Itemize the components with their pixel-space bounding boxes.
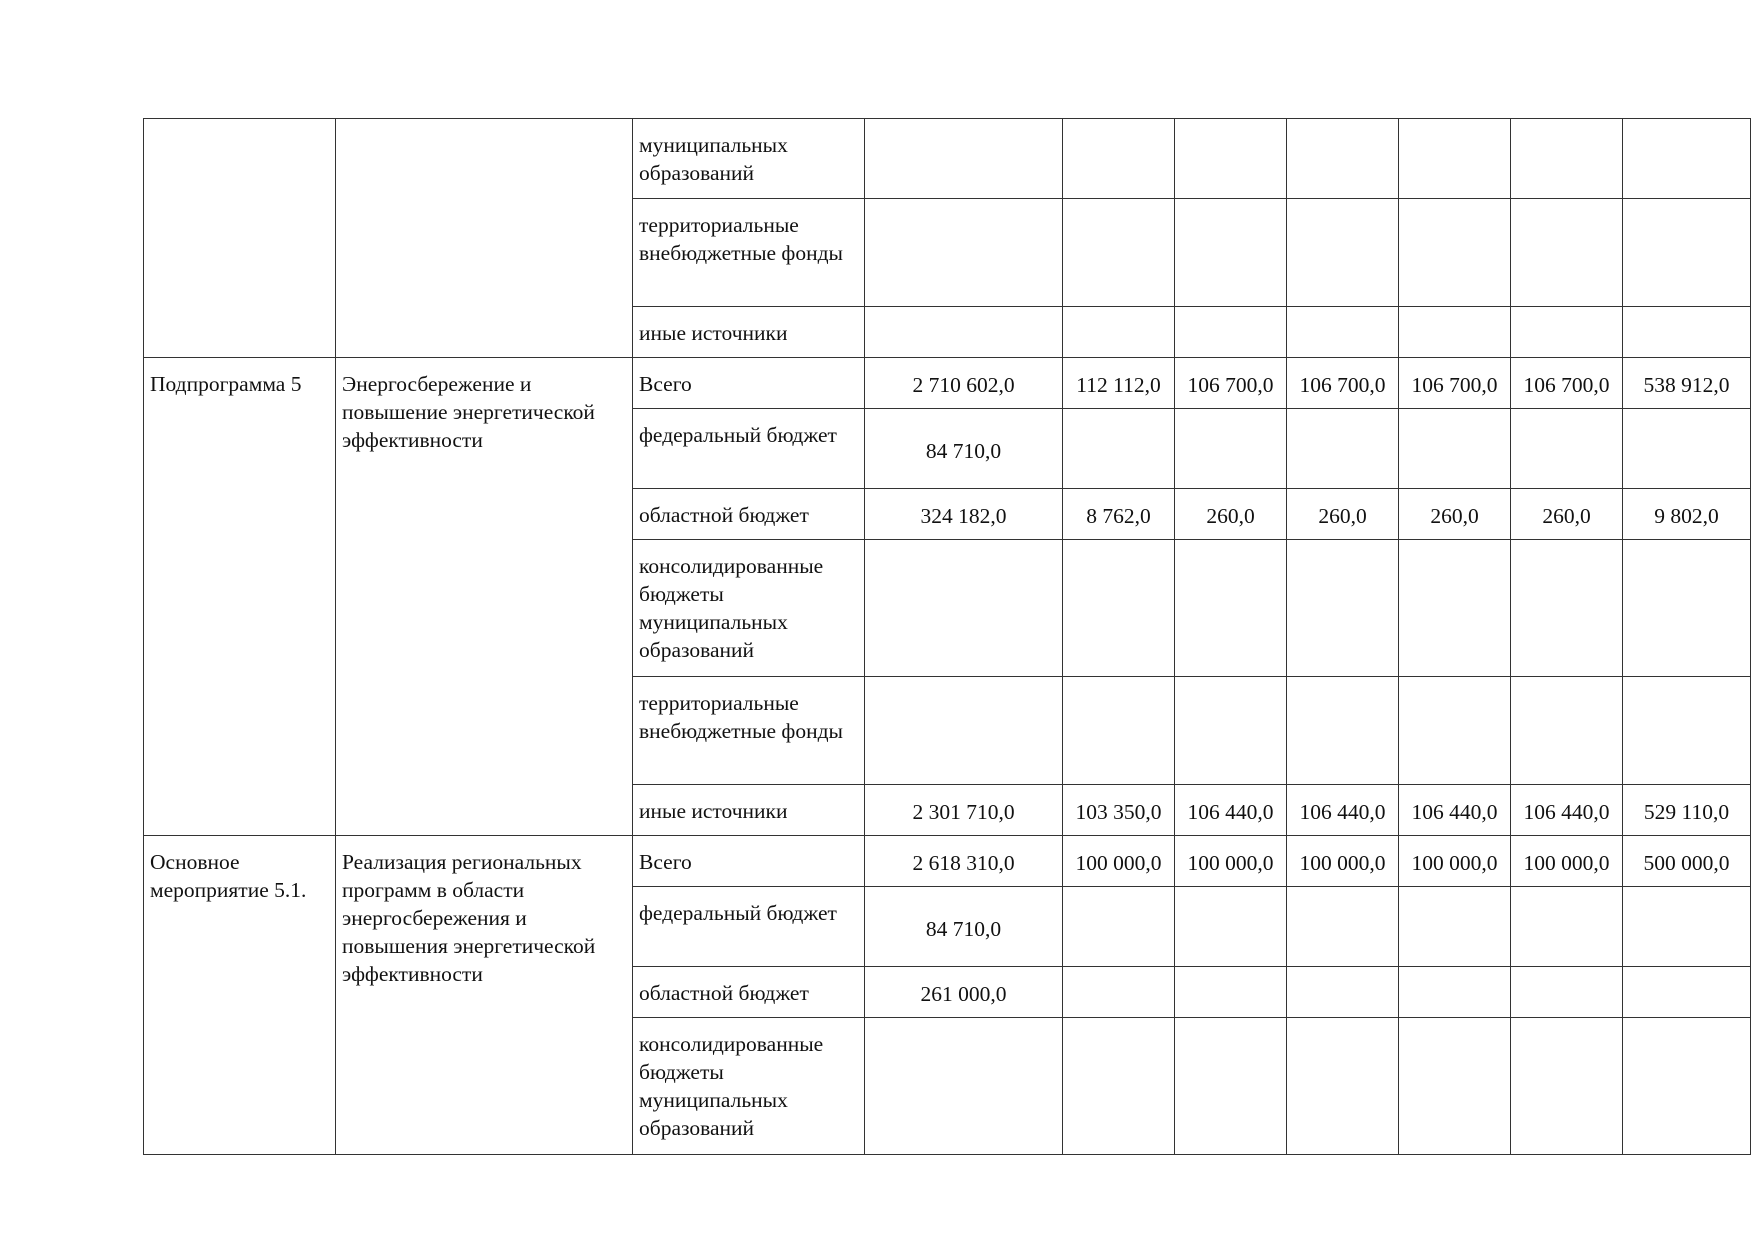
value-cell	[1063, 409, 1175, 489]
value-cell: 261 000,0	[865, 967, 1063, 1018]
value-cell	[1287, 307, 1399, 358]
value-cell	[1175, 119, 1287, 199]
program-title-cell	[336, 119, 633, 358]
program-code-cell: Основное мероприятие 5.1.	[144, 836, 336, 1155]
funding-source-cell: муниципальных образований	[633, 119, 865, 199]
value-cell: 106 440,0	[1175, 785, 1287, 836]
value-cell: 103 350,0	[1063, 785, 1175, 836]
value-cell: 260,0	[1175, 489, 1287, 540]
value-cell: 500 000,0	[1623, 836, 1751, 887]
value-cell	[1175, 540, 1287, 677]
value-cell: 100 000,0	[1399, 836, 1511, 887]
value-cell: 538 912,0	[1623, 358, 1751, 409]
funding-source-cell: Всего	[633, 836, 865, 887]
value-cell	[1511, 677, 1623, 785]
funding-source-cell: областной бюджет	[633, 967, 865, 1018]
value-cell	[1063, 540, 1175, 677]
value-cell	[1063, 307, 1175, 358]
value-cell: 106 700,0	[1399, 358, 1511, 409]
value-cell	[1511, 887, 1623, 967]
value-cell	[1399, 677, 1511, 785]
value-cell	[1063, 199, 1175, 307]
value-cell	[1287, 540, 1399, 677]
value-cell: 100 000,0	[1175, 836, 1287, 887]
value-cell	[1399, 967, 1511, 1018]
value-cell: 106 700,0	[1511, 358, 1623, 409]
value-cell: 84 710,0	[865, 887, 1063, 967]
value-cell	[1399, 409, 1511, 489]
funding-source-cell: Всего	[633, 358, 865, 409]
value-cell: 260,0	[1399, 489, 1511, 540]
value-cell	[1063, 967, 1175, 1018]
value-cell	[1063, 1018, 1175, 1155]
value-cell	[1287, 677, 1399, 785]
value-cell: 106 700,0	[1175, 358, 1287, 409]
value-cell	[1623, 967, 1751, 1018]
value-cell	[1287, 967, 1399, 1018]
value-cell	[1511, 307, 1623, 358]
value-cell	[1511, 1018, 1623, 1155]
value-cell	[1175, 967, 1287, 1018]
table-body	[144, 119, 1751, 1155]
value-cell	[1175, 677, 1287, 785]
value-cell: 2 618 310,0	[865, 836, 1063, 887]
value-cell	[1287, 199, 1399, 307]
value-cell	[865, 119, 1063, 199]
value-cell: 106 440,0	[1399, 785, 1511, 836]
table-row	[144, 358, 1751, 409]
value-cell	[1399, 887, 1511, 967]
value-cell: 106 700,0	[1287, 358, 1399, 409]
value-cell: 2 301 710,0	[865, 785, 1063, 836]
budget-table	[143, 118, 1751, 1155]
value-cell	[1175, 1018, 1287, 1155]
value-cell: 100 000,0	[1511, 836, 1623, 887]
value-cell	[1623, 119, 1751, 199]
funding-source-cell: иные источники	[633, 785, 865, 836]
value-cell	[1511, 540, 1623, 677]
funding-source-cell: областной бюджет	[633, 489, 865, 540]
value-cell	[1063, 887, 1175, 967]
value-cell	[1287, 409, 1399, 489]
value-cell: 106 440,0	[1511, 785, 1623, 836]
value-cell	[1623, 540, 1751, 677]
value-cell: 100 000,0	[1063, 836, 1175, 887]
value-cell	[1063, 677, 1175, 785]
value-cell	[1287, 119, 1399, 199]
table-row	[144, 119, 1751, 199]
value-cell	[1623, 307, 1751, 358]
value-cell	[1175, 887, 1287, 967]
value-cell	[865, 199, 1063, 307]
value-cell	[1399, 199, 1511, 307]
value-cell	[1623, 677, 1751, 785]
value-cell	[1399, 119, 1511, 199]
value-cell: 100 000,0	[1287, 836, 1399, 887]
value-cell	[865, 540, 1063, 677]
program-title-cell: Реализация региональных программ в области энергосбережения и повышения энергетической эффективности	[336, 836, 633, 1155]
value-cell	[1063, 119, 1175, 199]
value-cell	[865, 1018, 1063, 1155]
value-cell: 106 440,0	[1287, 785, 1399, 836]
program-title-cell: Энергосбережение и повышение энергетической эффективности	[336, 358, 633, 836]
value-cell: 8 762,0	[1063, 489, 1175, 540]
funding-source-cell: территориальные внебюджетные фонды	[633, 199, 865, 307]
funding-source-cell: федеральный бюджет	[633, 887, 865, 967]
value-cell	[1287, 887, 1399, 967]
funding-source-cell: иные источники	[633, 307, 865, 358]
value-cell: 260,0	[1511, 489, 1623, 540]
value-cell	[1511, 967, 1623, 1018]
value-cell: 529 110,0	[1623, 785, 1751, 836]
value-cell	[1511, 119, 1623, 199]
value-cell	[1175, 307, 1287, 358]
value-cell	[1511, 199, 1623, 307]
value-cell: 2 710 602,0	[865, 358, 1063, 409]
value-cell	[1623, 1018, 1751, 1155]
funding-source-cell: территориальные внебюджетные фонды	[633, 677, 865, 785]
value-cell	[865, 677, 1063, 785]
value-cell: 9 802,0	[1623, 489, 1751, 540]
value-cell	[1287, 1018, 1399, 1155]
program-code-cell: Подпрограмма 5	[144, 358, 336, 836]
value-cell: 260,0	[1287, 489, 1399, 540]
table-row	[144, 836, 1751, 887]
value-cell	[1399, 1018, 1511, 1155]
value-cell: 324 182,0	[865, 489, 1063, 540]
program-code-cell	[144, 119, 336, 358]
value-cell	[1175, 409, 1287, 489]
value-cell	[1511, 409, 1623, 489]
value-cell	[865, 307, 1063, 358]
value-cell	[1399, 307, 1511, 358]
value-cell	[1175, 199, 1287, 307]
value-cell	[1623, 199, 1751, 307]
funding-source-cell: консолидированные бюджеты муниципальных образований	[633, 540, 865, 677]
value-cell: 84 710,0	[865, 409, 1063, 489]
value-cell	[1399, 540, 1511, 677]
value-cell	[1623, 887, 1751, 967]
value-cell: 112 112,0	[1063, 358, 1175, 409]
value-cell	[1623, 409, 1751, 489]
funding-source-cell: федеральный бюджет	[633, 409, 865, 489]
funding-source-cell: консолидированные бюджеты муниципальных образований	[633, 1018, 865, 1155]
